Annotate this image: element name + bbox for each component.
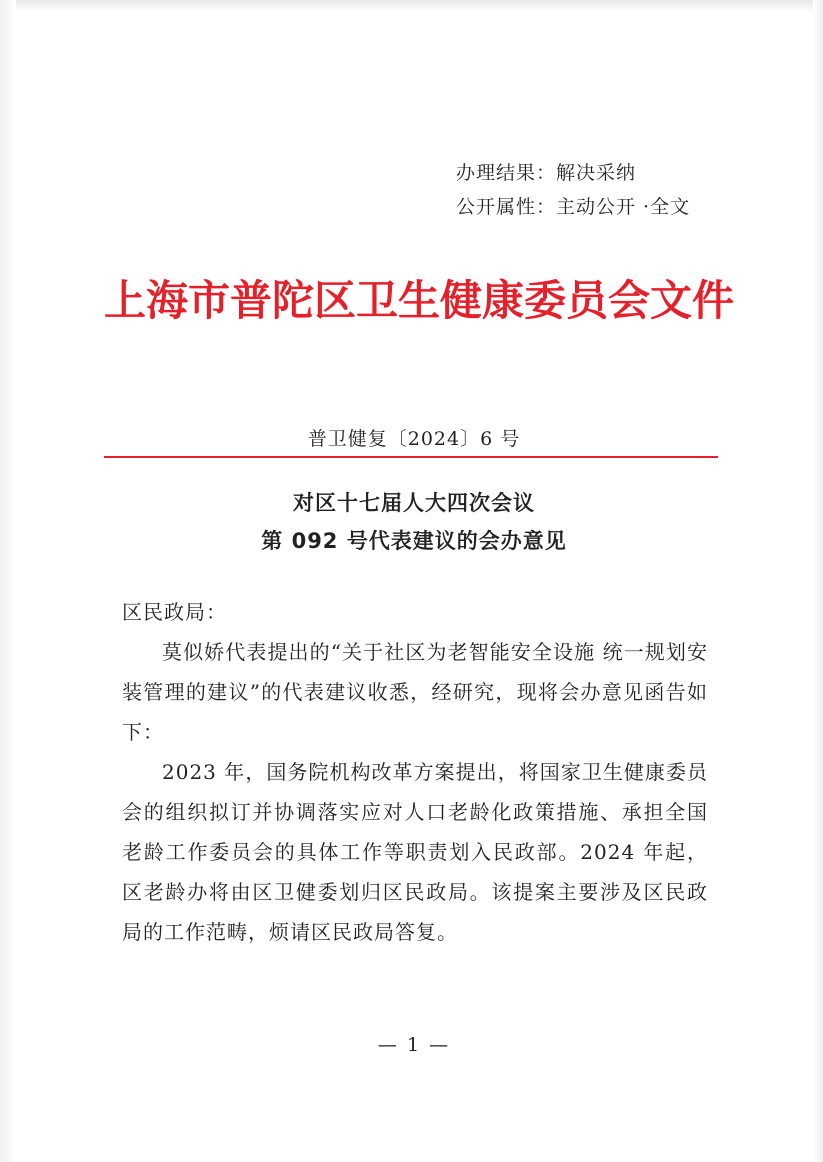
disclosure-attribute-value: 主动公开 ·全文 — [556, 196, 691, 218]
salutation: 区民政局： — [122, 600, 227, 624]
scan-edge-left — [0, 0, 16, 1162]
disclosure-attribute — [456, 190, 690, 224]
document-header-title: 上海市普陀区卫生健康委员会文件 — [104, 276, 735, 325]
page-number: — 1 — — [377, 1034, 451, 1056]
body-paragraph-2: 2023 年，国务院机构改革方案提出，将国家卫生健康委员会的组织拟订并协调落实应对人口老龄化政策措施、承担全国老龄工作委员会的具体工作等职责划入民政部。2024 年起，区老龄办将由区卫健委划归区民政局。该提案主要涉及区民政局的工作范畴，烦请区民政局答复。 — [122, 760, 708, 944]
processing-result-label: 办理结果： — [456, 162, 557, 184]
disclosure-attribute-label: 公开属性： — [456, 196, 557, 218]
scan-edge-right — [813, 0, 823, 1162]
document-number: 普卫健复〔2024〕6 号 — [307, 428, 521, 450]
document-subject — [104, 484, 724, 560]
subject-line-2: 第 092 号代表建议的会办意见 — [261, 529, 567, 553]
body-paragraph-1: 莫似娇代表提出的“关于社区为老智能安全设施 统一规划安装管理的建议”的代表建议收悉，经研究，现将会办意见函告如下： — [122, 640, 708, 744]
red-divider-line — [104, 456, 718, 458]
scan-edge-top — [0, 0, 823, 12]
document-body — [122, 592, 708, 952]
processing-result-value: 解决采纳 — [556, 162, 637, 184]
document-meta — [456, 156, 690, 224]
subject-line-1: 对区十七届人大四次会议 — [293, 491, 535, 515]
processing-result — [456, 156, 690, 190]
